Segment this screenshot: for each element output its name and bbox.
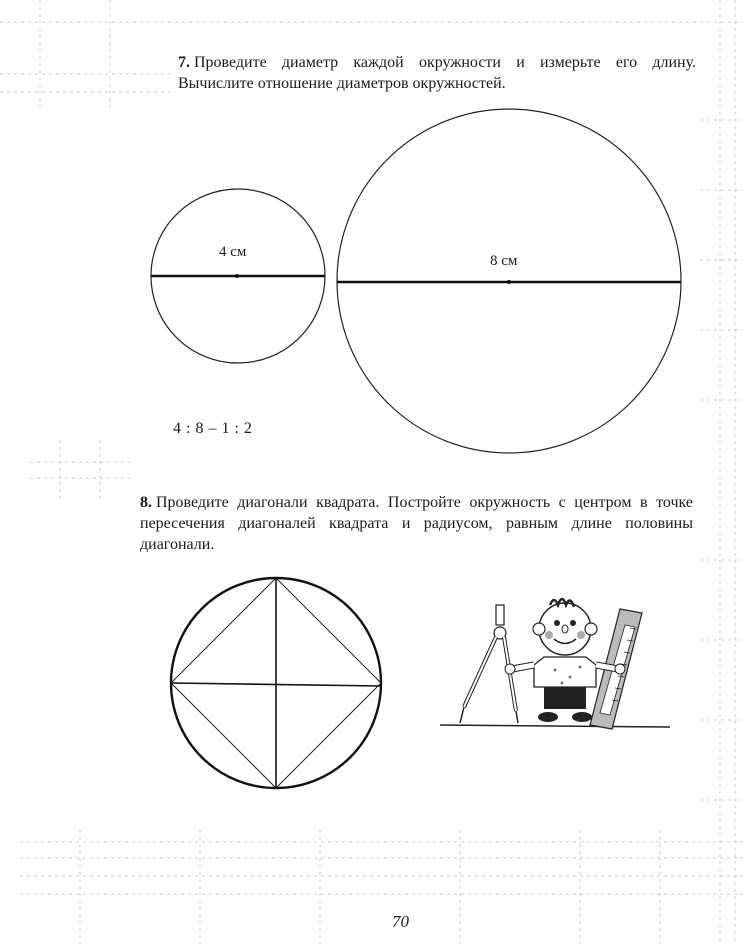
task-7-answer: 4 : 8 – 1 : 2 — [173, 420, 253, 437]
task-7-number: 7. — [178, 54, 190, 71]
task-8-number: 8. — [140, 494, 152, 511]
task-8-text: Проведите диагонали квадрата. Постройте окружность с центром в точке пересечения диагоналей квадрата и радиусом, равным длине половины диагонали. — [140, 494, 693, 553]
page-number: 70 — [392, 912, 409, 931]
boy-with-compass-and-ruler-illustration — [430, 595, 700, 735]
large-circle-diameter-label: 8 см — [490, 253, 518, 269]
task-7-text: Проведите диаметр каждой окружности и измерьте его длину. Вычислите отношение диаметров окружностей. — [178, 54, 696, 92]
small-circle-diameter-label: 4 см — [219, 244, 247, 260]
